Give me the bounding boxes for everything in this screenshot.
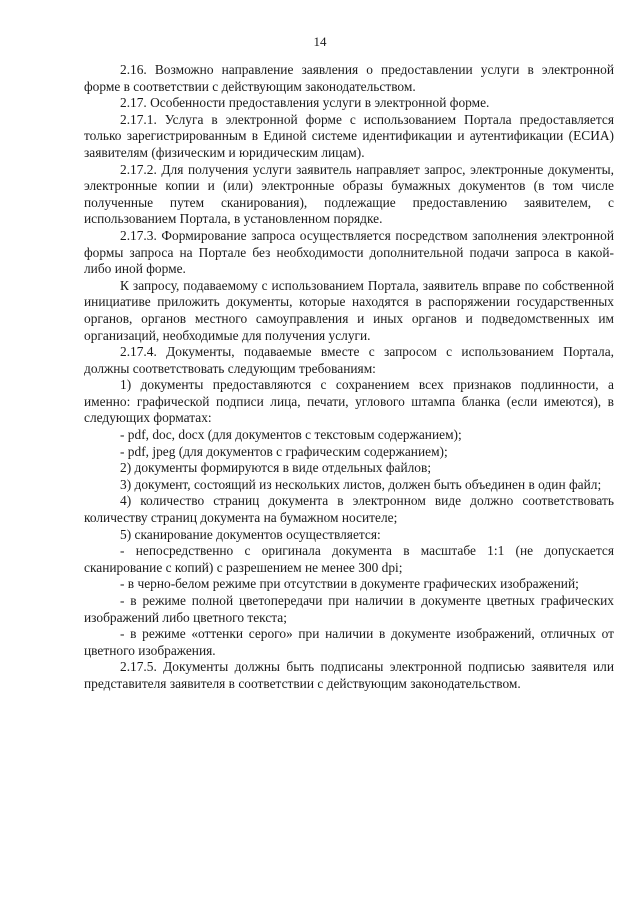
paragraph-request-attachments: К запросу, подаваемому с использованием Портала, заявитель вправе по собственной инициативе приложить документы, которые находятся в распоряжении государственных органов, органов местного самоуправления и иных органов и подведомственных им организаций, необходимые для получения услуги. [84, 277, 614, 343]
requirement-4: 4) количество страниц документа в электронном виде должно соответствовать количеству страниц документа на бумажном носителе; [84, 493, 614, 526]
requirement-1: 1) документы предоставляются с сохранением всех признаков подлинности, а именно: графической подписи лица, печати, углового штампа бланка (если имеются), в следующих форматах: [84, 377, 614, 426]
paragraph-2-17-2: 2.17.2. Для получения услуги заявитель направляет запрос, электронные документы, электронные копии и (или) электронные образы бумажных документов (в том числе полученные путем сканирования), подлежащие предоставлению заявителем, с использованием Портала, в установленном порядке. [84, 161, 614, 227]
paragraph-2-17-3: 2.17.3. Формирование запроса осуществляется посредством заполнения электронной формы запроса на Портале без необходимости дополнительной подачи запроса в какой-либо иной форме. [84, 227, 614, 277]
paragraph-2-17: 2.17. Особенности предоставления услуги в электронной форме. [120, 95, 490, 111]
requirement-5: 5) сканирование документов осуществляется: [120, 526, 381, 542]
requirement-2: 2) документы формируются в виде отдельных файлов; [120, 460, 432, 476]
paragraph-2-16: 2.16. Возможно направление заявления о предоставлении услуги в электронной форме в соответствии с действующим законодательством. [84, 62, 614, 94]
paragraph-2-17-1: 2.17.1. Услуга в электронной форме с использованием Портала предоставляется только зарегистрированным в Единой системе идентификации и аутентификации (ЕСИА) заявителям (физическим и юридическим лицам). [84, 111, 614, 160]
scan-grayscale: - в режиме «оттенки серого» при наличии в документе изображений, отличных от цветного изображения. [84, 626, 614, 658]
format-graphic: - pdf, jpeg (для документов с графическим содержанием); [120, 443, 448, 459]
document-body [84, 62, 614, 693]
format-text: - pdf, doc, docx (для документов с текстовым содержанием); [120, 427, 462, 443]
requirement-3: 3) документ, состоящий из нескольких листов, должен быть объединен в один файл; [120, 476, 602, 492]
paragraph-2-17-4: 2.17.4. Документы, подаваемые вместе с запросом с использованием Портала, должны соответствовать следующим требованиям: [84, 344, 614, 376]
scan-color: - в режиме полной цветопередачи при наличии в документе цветных графических изображений либо цветного текста; [84, 593, 614, 625]
scan-bw: - в черно-белом режиме при отсутствии в документе графических изображений; [120, 576, 579, 592]
scan-original: - непосредственно с оригинала документа в масштабе 1:1 (не допускается сканирование с копий) с разрешением не менее 300 dpi; [84, 543, 614, 575]
page-number: 14 [313, 34, 327, 49]
paragraph-2-17-5: 2.17.5. Документы должны быть подписаны электронной подписью заявителя или представителя заявителя в соответствии с действующим законодательством. [84, 659, 614, 691]
